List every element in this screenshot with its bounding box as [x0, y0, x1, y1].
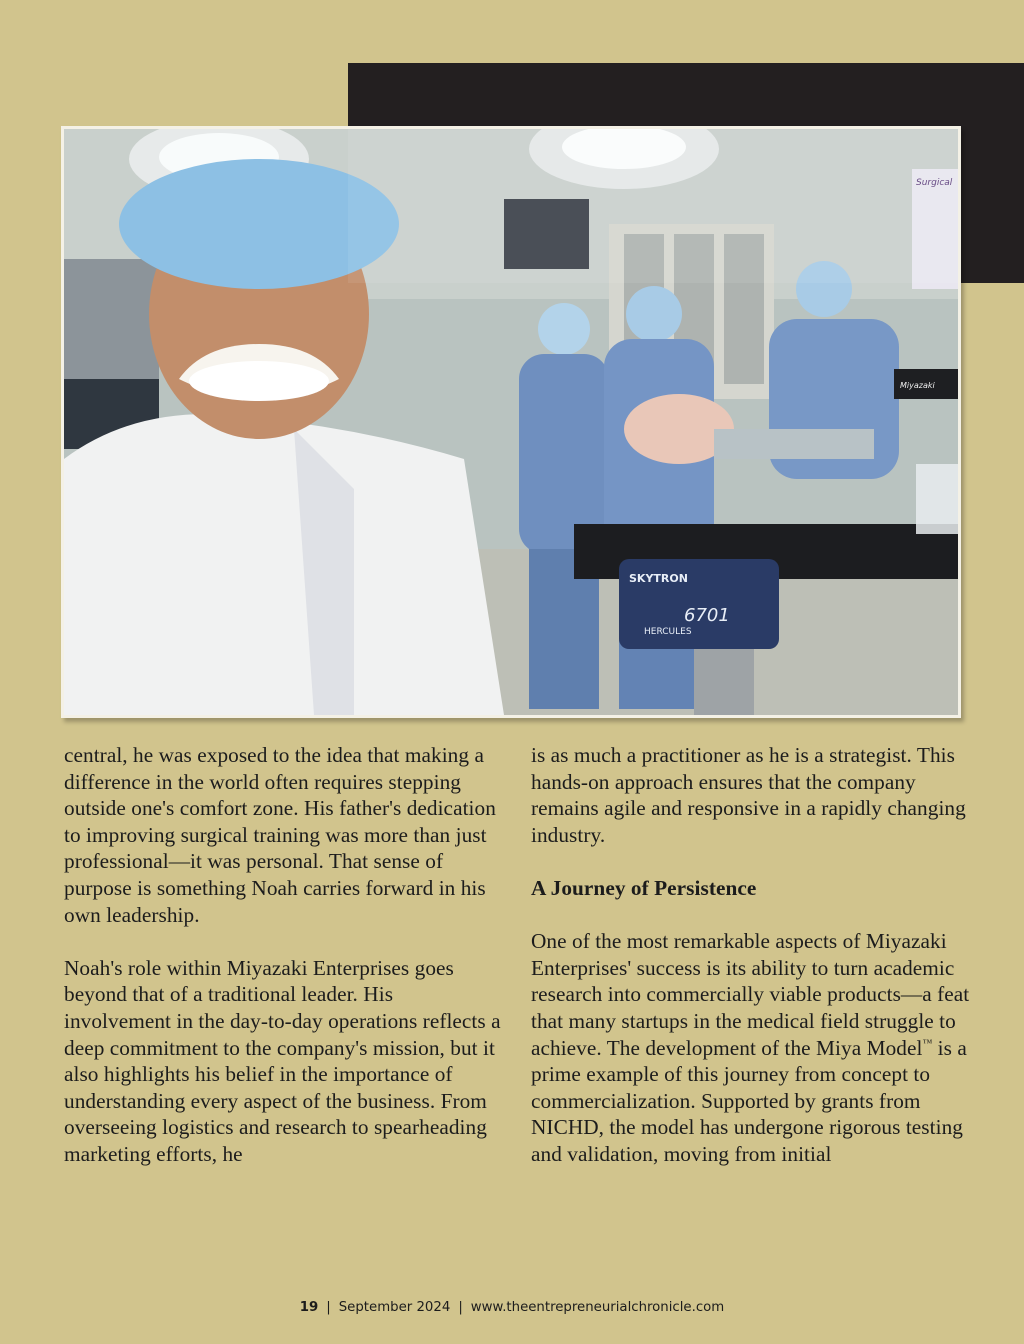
article-paragraph: central, he was exposed to the idea that making a difference in the world often requires stepping outside one's comfort zone. His father's dedication to improving surgical training was more than just professional—it was personal. That sense of purpose is something Noah carries forward in his own leadership. [64, 743, 496, 927]
feature-photo-frame [61, 126, 961, 718]
article-column-right [531, 742, 971, 1194]
article-text: One of the most remarkable aspects of Miyazaki Enterprises' success is its ability to turn academic research into commercially viable products—a feat that many startups in the medical field struggle to achieve. The development of the Miya Model [531, 929, 970, 1060]
article-paragraph: Noah's role within Miyazaki Enterprises goes beyond that of a traditional leader. His involvement in the day-to-day operations reflects a deep commitment to the company's mission, but it also highlights his belief in the importance of understanding every aspect of the business. From overseeing logistics and research to spearheading marketing efforts, he [64, 955, 501, 1166]
table-name-label: HERCULES [644, 627, 692, 637]
footer-separator: | [458, 1300, 463, 1315]
table-model-label: 6701 [684, 605, 730, 626]
article-paragraph: is as much a practitioner as he is a strategist. This hands-on approach ensures that the company remains agile and responsive in a rapidly changing industry. [531, 743, 966, 847]
section-heading: A Journey of Persistence [531, 875, 757, 900]
article-column-left [64, 742, 504, 1194]
website-link[interactable]: www.theentrepreneurialchronicle.com [470, 1300, 725, 1315]
page-number: 19 [299, 1300, 319, 1315]
feature-photo [64, 129, 958, 715]
footer-separator: | [326, 1300, 331, 1315]
trademark-symbol: ™ [922, 1037, 933, 1049]
poster-label: Surgical [916, 178, 953, 188]
article-text: is a prime example of this journey from concept to commercialization. Supported by grants from NICHD, the model has undergone rigorous testing and validation, moving from initial [531, 1035, 967, 1166]
table-brand-label: SKYTRON [629, 572, 688, 585]
issue-date: September 2024 [338, 1300, 451, 1315]
page-footer [0, 1300, 1024, 1315]
product-label: Miyazaki [900, 381, 935, 390]
article-paragraph [531, 928, 971, 1167]
